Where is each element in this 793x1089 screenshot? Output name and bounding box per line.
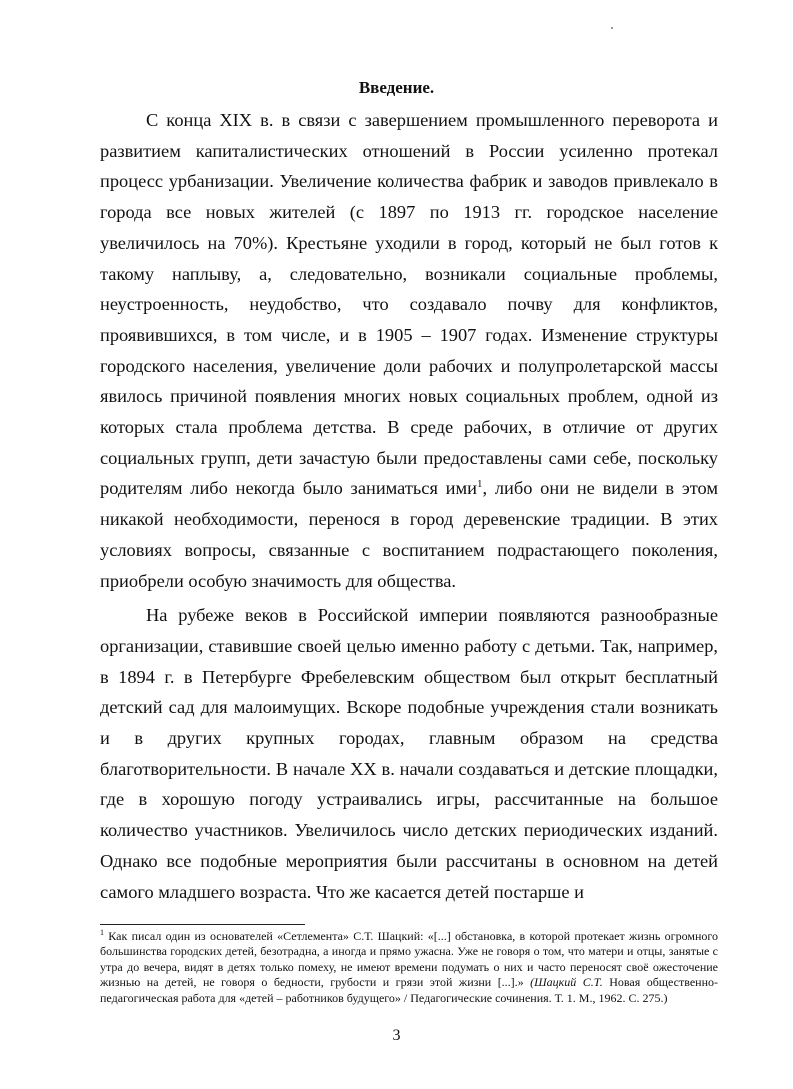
footnote [100,929,718,1006]
page-number: 3 [392,1027,401,1044]
paragraph-1-before: С конца XIX в. в связи с завершением промышленного переворота и развитием капиталистических отношений в России усиленно протекал процесс урбанизации. Увеличение количества фабрик и заводов привлекало в города все новых жителей (с 1897 по 1913 гг. городское население увеличилось на 70%). Крестьяне уходили в город, который не был готов к такому наплыву, а, следовательно, возникали социальные проблемы, неустроенность, неудобство, что создавало почву для конфликтов, проявившихся, в том числе, и в 1905 – 1907 годах. Изменение структуры городского населения, увеличение доли рабочих и полупролетарской массы явилось причиной появления многих новых социальных проблем, одной из которых стала проблема детства. В среде рабочих, в отличие от других социальных групп, дети зачастую были предоставлены сами себе, поскольку родителям либо некогда было заниматься ими [100,110,718,499]
paragraph-1 [100,105,718,596]
scan-speck [611,27,613,29]
footnote-number: 1 [100,928,104,937]
footnote-source: Новая общественно-педагогическая работа для «детей – работников будущего» / Педагогические сочинения. Т. 1. М., 1962. С. 275.) [100,975,718,1005]
footnote-divider [100,924,305,925]
footnote-text: Как писал один из основателей «Сетлемента» С.Т. Шацкий: «[...] обстановка, в которой протекает жизнь огромного большинства городских детей, безотрадна, а иногда и прямо ужасна. Уже не говоря о том, что матери и отцы, занятые с утра до вечера, видят в детях только помеху, не имеют времени подумать о них и часто переносят своё ожесточение жизнью на детей, не говоря о бедности, грубости и грязи этой жизни [...].» [100,929,719,990]
main-text [100,105,718,907]
footnote-ref[interactable]: 1 [477,478,483,491]
paragraph-1-after: , либо они не видели в этом никакой необходимости, перенося в город деревенские традиции. В этих условиях вопросы, связанные с воспитанием подрастающего поколения, приобрели особую значимость для общества. [100,478,719,591]
footnote-author: (Шацкий С.Т. [530,975,603,990]
page-title: Введение. [358,78,435,97]
paragraph-2: На рубеже веков в Российской империи появляются разнообразные организации, ставившие своей целью именно работу с детьми. Так, например, в 1894 г. в Петербурге Фребелевским обществом был открыт бесплатный детский сад для малоимущих. Вскоре подобные учреждения стали возникать и в других крупных городах, главным образом на средства благотворительности. В начале XX в. начали создаваться и детские площадки, где в хорошую погоду устраивались игры, рассчитанные на большое количество участников. Увеличилось число детских периодических изданий. Однако все подобные мероприятия были рассчитаны в основном на детей самого младшего возраста. Что же касается детей постарше и [100,605,718,902]
